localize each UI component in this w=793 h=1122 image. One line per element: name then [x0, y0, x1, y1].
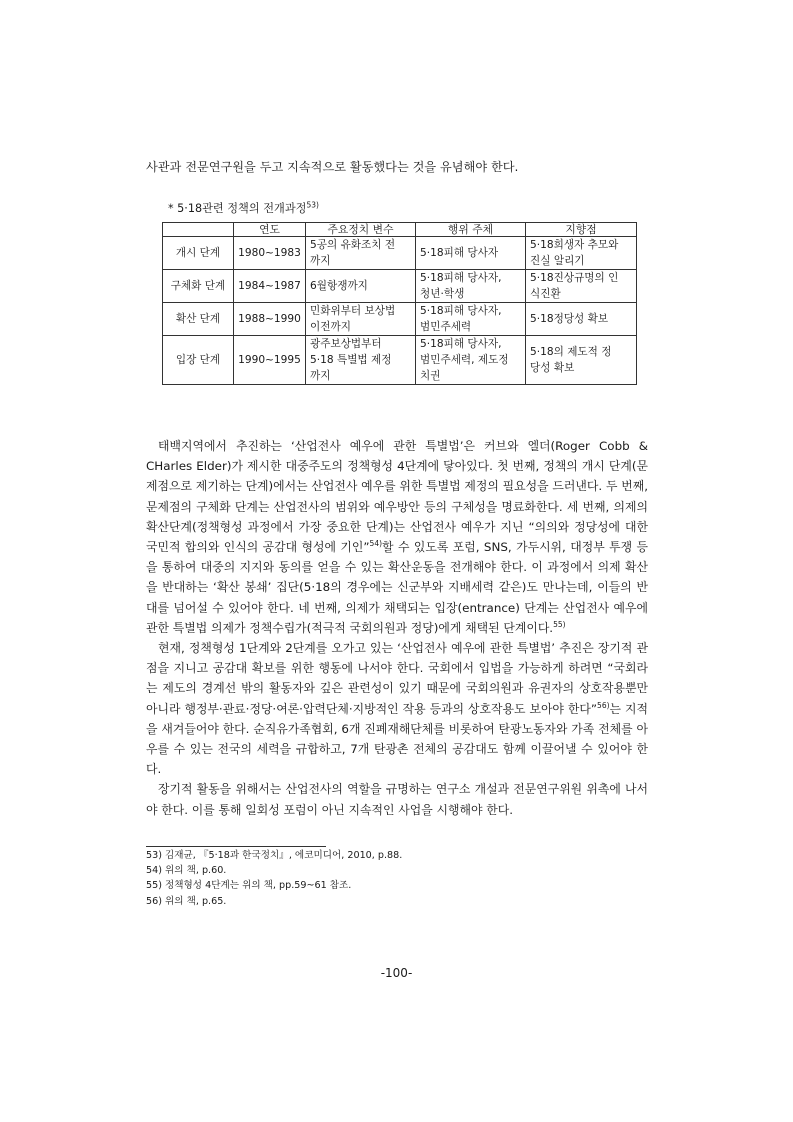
variable-line: 이전까지 [310, 321, 351, 333]
variable-line: 광주보상법부터 [310, 338, 382, 350]
actor-cell [416, 270, 526, 303]
header-goal: 지향점 [526, 223, 637, 237]
goal-line: 5·18정당성 확보 [530, 313, 609, 325]
goal-line: 5·18의 제도적 정 [530, 346, 612, 358]
table-caption [168, 200, 319, 216]
header-actor: 행위 주체 [416, 223, 526, 237]
footnote-ref: 55) [553, 619, 566, 629]
actor-line: 5·18피해 당사자, [420, 272, 502, 284]
goal-line: 진실 알리기 [530, 255, 585, 267]
actor-line: 청년·학생 [420, 288, 465, 300]
table-row [163, 270, 637, 303]
stage-cell: 개시 단계 [163, 237, 234, 270]
variable-cell [306, 270, 416, 303]
footnote-item: 55) 정책형성 4단계는 위의 책, pp.59~61 참조. [146, 880, 352, 892]
actor-cell [416, 237, 526, 270]
year-cell: 1984~1987 [234, 270, 306, 303]
footnote-item: 53) 김재균, 『5·18과 한국정치』, 에코미디어, 2010, p.88. [146, 850, 403, 861]
actor-line: 5·18피해 당사자, [420, 305, 502, 317]
actor-line: 범민주세력, 제도정 [420, 354, 509, 366]
paragraph-text: 장기적 활동을 위해서는 산업전사의 역할을 규명하는 연구소 개설과 전문연구위원 위촉에 나서야 한다. 이를 통해 일회성 포럼이 아닌 지속적인 사업을 시행해야 한다. [146, 782, 648, 817]
stage-cell: 구체화 단계 [163, 270, 234, 303]
variable-line: 까지 [310, 370, 331, 382]
table-header-row [163, 223, 637, 237]
actor-line: 치권 [420, 370, 441, 382]
variable-line: 6월항쟁까지 [310, 280, 368, 292]
header-year: 연도 [234, 223, 306, 237]
table-row [163, 336, 637, 385]
stage-cell: 입장 단계 [163, 336, 234, 385]
paragraph-text: 할 수 있도록 포럼, SNS, 가두시위, 대정부 투쟁 등을 통하여 대중의 지지와 동의를 얻을 수 있는 확산운동을 전개해야 한다. 이 과정에서 의제 확산을 반대하는 ‘확산 봉쇄’ 집단(5·18의 경우에는 신군부와 지배세력 같은)도 만나는데, 이들의 반대를 넘어설 수 있어야 한다. 네 번째, 의제가 채택되는 입장(entrance) 단계는 산업전사 예우에 관한 특별법 의제가 정책수립가(적극적 국회의원과 정당)에게 채택된 단계이다. [146, 540, 649, 635]
goal-line: 5·18진상규명의 인 [530, 272, 619, 284]
footnote-item: 54) 위의 책, p.60. [146, 865, 227, 877]
header-stage [163, 223, 234, 237]
body-paragraph [146, 436, 648, 638]
paragraph-text: 태백지역에서 추진하는 ‘산업전사 예우에 관한 특별법’은 커브와 엘더(Roger Cobb & CHarles Elder)가 제시한 대중주도의 정책형성 4단계에 닿아있다. 첫 번째, 정책의 개시 단계(문제점으로 제기하는 단계)에서는 산업전사 예우를 위한 특별법 제정의 필요성을 드러낸다. 두 번째, 문제점의 구체화 단계는 산업전사의 범위와 예우방안 등의 구체성을 명료화한다. 세 번째, 의제의 확산단계(정책형성 과정에서 가장 중요한 단계)는 산업전사 예우가 지닌 “의의와 정당성에 대한 국민적 합의와 인식의 공감대 형성에 기인” [146, 439, 648, 555]
paragraph-text: 는 지적을 새겨들어야 한다. 순직유가족협회, 6개 진폐재해단체를 비롯하여 탄광노동자와 가족 전체를 아우를 수 있는 전국의 세력을 규합하고, 7개 탄광촌 전체의 공감대도 함께 이끌어낼 수 있어야 한다. [146, 701, 648, 777]
actor-line: 5·18피해 당사자 [420, 247, 499, 259]
goal-line: 5·18희생자 추모와 [530, 239, 619, 251]
goal-cell [526, 336, 637, 385]
stage-cell: 확산 단계 [163, 303, 234, 336]
body-paragraph [146, 638, 648, 779]
goal-line: 당성 확보 [530, 362, 575, 374]
footnote-divider [146, 846, 326, 847]
page-number: -100- [380, 966, 413, 980]
variable-cell [306, 237, 416, 270]
footnote-item: 56) 위의 책, p.65. [146, 895, 227, 907]
footnotes [146, 848, 646, 909]
variable-line: 5·18 특별법 제정 [310, 354, 392, 366]
caption-marker: * [168, 202, 174, 215]
actor-line: 5·18피해 당사자, [420, 338, 502, 350]
variable-line: 까지 [310, 255, 331, 267]
caption-footnote-ref: 53) [306, 200, 319, 210]
actor-cell [416, 336, 526, 385]
policy-timeline-table [162, 222, 637, 385]
caption-text: 5·18관련 정책의 전개과정 [177, 202, 307, 215]
footnote-ref: 54) [369, 539, 383, 549]
year-cell: 1980~1983 [234, 237, 306, 270]
goal-line: 식진환 [530, 288, 561, 300]
footnote-ref: 56) [597, 700, 610, 710]
intro-paragraph: 사관과 전문연구원을 두고 지속적으로 활동했다는 것을 유념해야 한다. [146, 160, 519, 174]
variable-cell [306, 336, 416, 385]
goal-cell [526, 237, 637, 270]
header-variable: 주요정치 변수 [306, 223, 416, 237]
paragraph-text: 현재, 정책형성 1단계와 2단계를 오가고 있는 ‘산업전사 예우에 관한 특별법’ 추진은 장기적 관점을 지니고 공감대 확보를 위한 행동에 나서야 한다. 국회에서 입법을 가능하게 하려면 “국회라는 제도의 경계선 밖의 활동자와 깊은 관련성이 있기 때문에 국회의원과 유권자의 상호작용뿐만 아니라 행정부·관료·정당·여론·압력단체·지방적인 작용 등과의 상호작용도 보아야 한다” [146, 641, 648, 716]
variable-cell [306, 303, 416, 336]
variable-line: 5공의 유화조치 전 [310, 239, 396, 251]
year-cell: 1988~1990 [234, 303, 306, 336]
body-paragraph [146, 779, 648, 819]
table-row [163, 237, 637, 270]
actor-line: 범민주세력 [420, 321, 472, 333]
table-row [163, 303, 637, 336]
goal-cell [526, 270, 637, 303]
goal-cell [526, 303, 637, 336]
variable-line: 민화위부터 보상법 [310, 305, 396, 317]
body-text [146, 436, 648, 820]
year-cell: 1990~1995 [234, 336, 306, 385]
actor-cell [416, 303, 526, 336]
